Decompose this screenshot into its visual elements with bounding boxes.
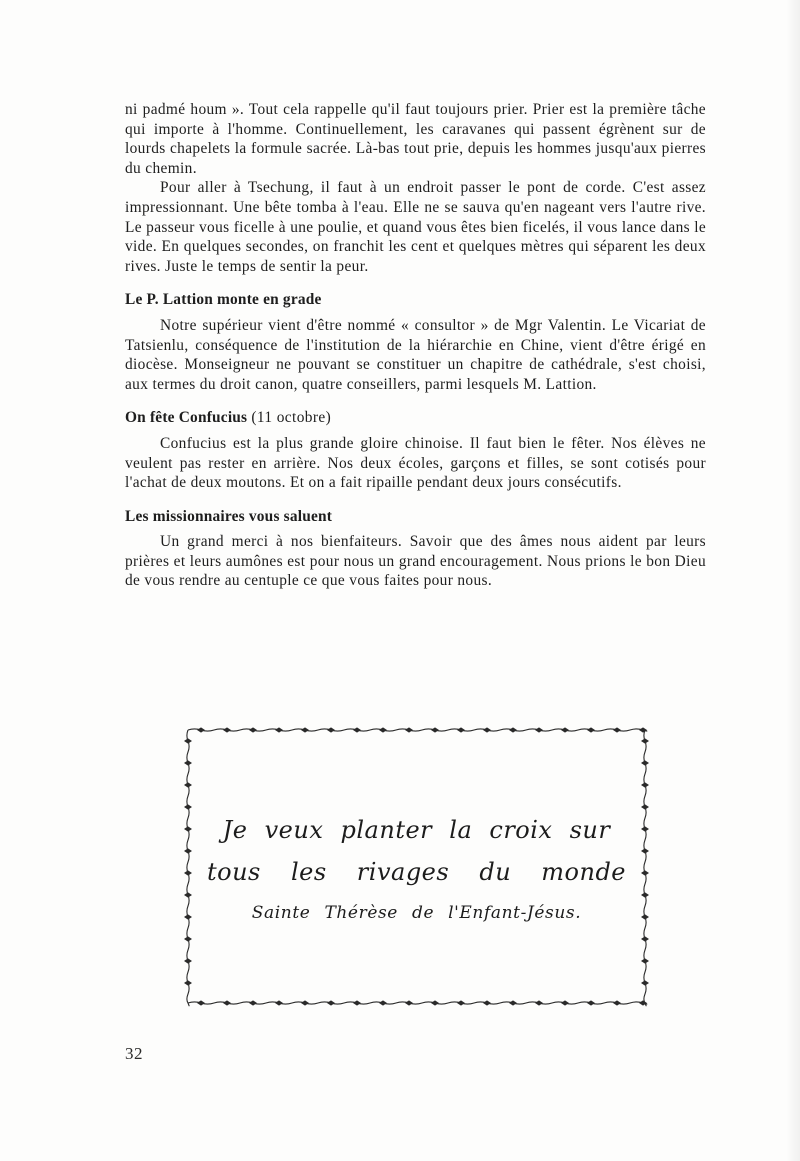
border-diamond xyxy=(510,1001,516,1005)
border-diamond xyxy=(354,728,360,732)
border-diamond xyxy=(536,728,542,732)
border-diamond xyxy=(354,1001,360,1005)
heading-confucius-date: (11 octobre) xyxy=(251,409,332,427)
border-diamond xyxy=(198,1001,204,1005)
border-diamond xyxy=(185,805,191,809)
border-diamond xyxy=(250,728,256,732)
border-diamond xyxy=(380,1001,386,1005)
border-diamond xyxy=(380,728,386,732)
border-diamond xyxy=(185,739,191,743)
border-diamond xyxy=(250,1001,256,1005)
border-diamond xyxy=(484,1001,490,1005)
border-diamond xyxy=(185,893,191,897)
border-diamond xyxy=(185,849,191,853)
border-diamond xyxy=(185,981,191,985)
border-diamond xyxy=(276,728,282,732)
border-diamond xyxy=(588,728,594,732)
border-diamond xyxy=(510,728,516,732)
border-diamond xyxy=(302,1001,308,1005)
border-diamond xyxy=(328,1001,334,1005)
quote-line-2: tous les rivages du monde xyxy=(206,858,627,886)
paragraph-rope-bridge: Pour aller à Tsechung, il faut à un endroit passer le pont de corde. C'est assez impressionnant. Une bête tomba à l'eau. Elle ne se sauva qu'en nageant vers l'autre rive. Le passeur vous ficelle à une poulie, et quand vous êtes bien ficelés, il vous lance dans le vide. En quelques secondes, on franchit les cent et quelques mètres qui séparent les deux rives. Juste le temps de sentir la peur. xyxy=(125,179,706,275)
border-diamond xyxy=(276,1001,282,1005)
paragraph-thanks: Un grand merci à nos bienfaiteurs. Savoir que des âmes nous aident par leurs prières et leurs aumônes est pour nous un grand encouragement. Nous prions le bon Dieu de vous rendre au centuple ce que vous faites pour nous. xyxy=(125,533,706,590)
border-diamond xyxy=(406,1001,412,1005)
heading-lattion: Le P. Lattion monte en grade xyxy=(125,291,322,309)
border-diamond xyxy=(640,728,646,732)
page-number: 32 xyxy=(125,1044,143,1063)
border-diamond xyxy=(198,728,204,732)
border-diamond xyxy=(642,849,648,853)
border-diamond xyxy=(406,728,412,732)
border-diamond xyxy=(224,728,230,732)
paragraph-confucius: Confucius est la plus grande gloire chinoise. Il faut bien le fêter. Nos élèves ne veulent pas rester en arrière. Nos deux écoles, garçons et filles, se sont cotisés pour l'achat de deux moutons. Et on a fait ripaille pendant deux jours consécutifs. xyxy=(125,434,706,492)
quote-frame xyxy=(184,726,649,1008)
article-body xyxy=(125,100,706,591)
border-diamond xyxy=(642,739,648,743)
border-diamond xyxy=(536,1001,542,1005)
border-diamond xyxy=(562,728,568,732)
quote-line-1: Je veux planter la croix sur xyxy=(222,816,611,844)
border-diamond xyxy=(328,728,334,732)
quote-attribution: Sainte Thérèse de l'Enfant-Jésus. xyxy=(251,903,582,923)
border-diamond xyxy=(642,805,648,809)
border-diamond xyxy=(642,783,648,787)
border-diamond xyxy=(642,981,648,985)
border-diamond xyxy=(458,728,464,732)
paragraph-prayer: ni padmé houm ». Tout cela rappelle qu'il faut toujours prier. Prier est la première tâche qui importe à l'homme. Continuellement, les caravanes qui passent égrènent sur de lourds chapelets la formule sacrée. Là-bas tout prie, depuis les hommes jusqu'aux pierres du chemin. xyxy=(125,101,706,177)
border-diamond xyxy=(614,1001,620,1005)
border-diamond xyxy=(185,959,191,963)
heading-confucius-title: On fête Confucius xyxy=(125,409,248,427)
border-diamond xyxy=(458,1001,464,1005)
border-diamond xyxy=(562,1001,568,1005)
border-diamond xyxy=(642,893,648,897)
heading-confucius xyxy=(125,408,706,428)
border-diamond xyxy=(642,937,648,941)
border-diamond xyxy=(185,761,191,765)
border-diamond xyxy=(642,959,648,963)
border-diamond xyxy=(588,1001,594,1005)
border-diamond xyxy=(185,937,191,941)
border-diamond xyxy=(224,1001,230,1005)
border-diamond xyxy=(302,728,308,732)
border-diamond xyxy=(614,728,620,732)
border-diamond xyxy=(642,761,648,765)
page-edge-shadow xyxy=(786,0,800,1161)
border-diamond xyxy=(432,728,438,732)
border-diamond xyxy=(484,728,490,732)
heading-missionaries: Les missionnaires vous saluent xyxy=(125,507,333,525)
border-diamond xyxy=(185,783,191,787)
border-diamond xyxy=(432,1001,438,1005)
paragraph-lattion: Notre supérieur vient d'être nommé « consultor » de Mgr Valentin. Le Vicariat de Tatsienlu, conséquence de l'institution de la hiérarchie en Chine, vient d'être érigé en diocèse. Monseigneur ne pouvant se constituer un chapitre de cathédrale, s'est choisi, aux termes du droit canon, quatre conseillers, parmi lesquels M. Lattion. xyxy=(125,316,706,393)
